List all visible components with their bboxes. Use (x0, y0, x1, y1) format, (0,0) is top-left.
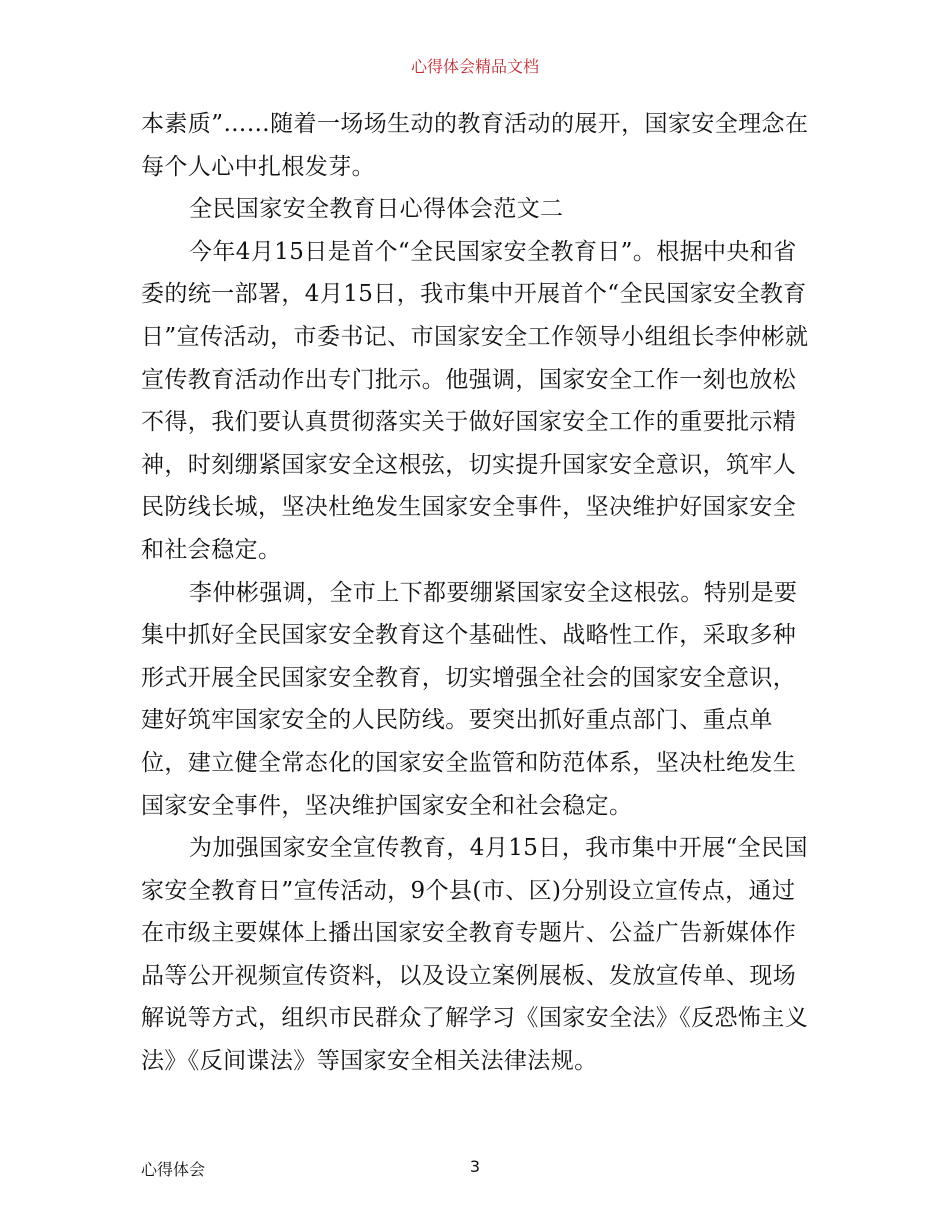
page-number: 3 (469, 1157, 481, 1176)
paragraph: 今年4月15日是首个“全民国家安全教育日”。根据中央和省委的统一部署，4月15日，我市集中开展首个“全民国家安全教育日”宣传活动，市委书记、市国家安全工作领导小组组长李仲彬就宣传教育活动作出专门批示。他强调，国家安全工作一刻也放松不得，我们要认真贯彻落实关于做好国家安全工作的重要批示精神，时刻绷紧国家安全这根弦，切实提升国家安全意识，筑牢人民防线长城，坚决杜绝发生国家安全事件，坚决维护好国家安全和社会稳定。 (141, 238, 809, 563)
document-body (141, 103, 813, 1083)
paragraph: 为加强国家安全宣传教育，4月15日，我市集中开展“全民国家安全教育日”宣传活动，9个县(市、区)分别设立宣传点，通过在市级主要媒体上播出国家安全教育专题片、公益广告新媒体作品等公开视频宣传资料，以及设立案例展板、发放宣传单、现场解说等方式，组织市民群众了解学习《国家安全法》《反恐怖主义法》《反间谍法》等国家安全相关法律法规。 (141, 835, 809, 1075)
section-heading: 全民国家安全教育日心得体会范文二 (189, 196, 564, 223)
page-header-title: 心得体会精品文档 (410, 57, 539, 76)
footer-label: 心得体会 (141, 1160, 206, 1179)
paragraph-continuation: 本素质”……随着一场场生动的教育活动的展开，国家安全理念在每个人心中扎根发芽。 (141, 111, 809, 180)
paragraph: 李仲彬强调，全市上下都要绷紧国家安全这根弦。特别是要集中抓好全民国家安全教育这个基础性、战略性工作，采取多种形式开展全民国家安全教育，切实增强全社会的国家安全意识，建好筑牢国家安全的人民防线。要突出抓好重点部门、重点单位，建立健全常态化的国家安全监管和防范体系，坚决杜绝发生国家安全事件，坚决维护国家安全和社会稳定。 (141, 579, 798, 819)
